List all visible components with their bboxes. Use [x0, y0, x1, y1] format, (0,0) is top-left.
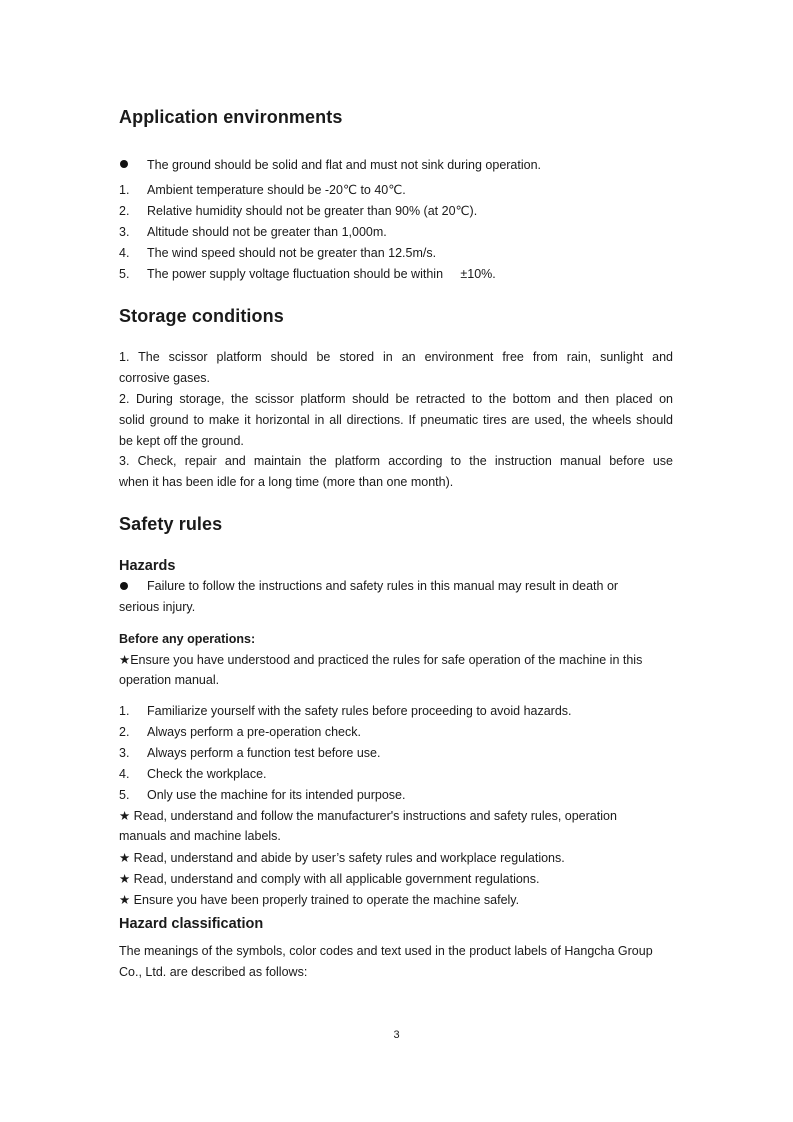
storage-paragraph-line: solid ground to make it horizontal in all directions. If pneumatic tires are used, the wheels should: [119, 413, 673, 427]
bullet-icon: [120, 582, 128, 590]
list-item-text: The power supply voltage fluctuation should be within ±10%.: [147, 267, 496, 281]
storage-paragraph-line: 2. During storage, the scissor platform should be retracted to the bottom and then placed on: [119, 392, 673, 406]
before-operations-text-cont: operation manual.: [119, 673, 220, 687]
hazards-bullet-text-cont: serious injury.: [119, 600, 196, 614]
star-rule-line: ★ Read, understand and comply with all applicable government regulations.: [119, 872, 540, 886]
storage-paragraph-line: corrosive gases.: [119, 371, 211, 385]
star-rule-line: ★ Read, understand and abide by user’s safety rules and workplace regulations.: [119, 851, 565, 865]
list-item-number: 4.: [119, 246, 130, 260]
list-item-number: 1.: [119, 183, 130, 197]
before-operations-text: ★Ensure you have understood and practiced the rules for safe operation of the machine in this: [119, 653, 643, 667]
list-item-number: 2.: [119, 204, 130, 218]
list-item-text: Altitude should not be greater than 1,000m.: [147, 225, 387, 239]
heading-hazard-classification: Hazard classification: [119, 916, 264, 932]
list-item-number: 5.: [119, 788, 130, 802]
list-item-number: 3.: [119, 225, 130, 239]
star-rule-line: ★ Ensure you have been properly trained to operate the machine safely.: [119, 893, 520, 907]
list-item-number: 4.: [119, 767, 130, 781]
storage-paragraph-line: 1. The scissor platform should be stored in an environment free from rain, sunlight and: [119, 350, 673, 364]
application-bullet-text: The ground should be solid and flat and must not sink during operation.: [147, 158, 542, 172]
hazards-bullet-text: Failure to follow the instructions and safety rules in this manual may result in death or: [147, 579, 619, 593]
storage-paragraph-line: be kept off the ground.: [119, 434, 244, 448]
list-item-text: The wind speed should not be greater than 12.5m/s.: [147, 246, 437, 260]
heading-before-operations: Before any operations:: [119, 632, 256, 646]
list-item-text: Check the workplace.: [147, 767, 267, 781]
heading-hazards: Hazards: [119, 558, 176, 574]
list-item-number: 2.: [119, 725, 130, 739]
list-item-number: 1.: [119, 704, 130, 718]
list-item-text: Always perform a pre-operation check.: [147, 725, 361, 739]
list-item-text: Relative humidity should not be greater than 90% (at 20℃).: [147, 204, 478, 218]
list-item-text: Always perform a function test before use.: [147, 746, 381, 760]
bullet-icon: [120, 160, 128, 168]
star-rule-line: manuals and machine labels.: [119, 829, 281, 843]
storage-paragraph-line: when it has been idle for a long time (more than one month).: [119, 475, 454, 489]
classification-text-cont: Co., Ltd. are described as follows:: [119, 965, 308, 979]
page-number: 3: [393, 1029, 400, 1041]
storage-paragraph-line: 3. Check, repair and maintain the platform according to the instruction manual before use: [119, 454, 673, 468]
list-item-text: Familiarize yourself with the safety rules before proceeding to avoid hazards.: [147, 704, 572, 718]
heading-application-environments: Application environments: [119, 107, 343, 127]
list-item-text: Only use the machine for its intended purpose.: [147, 788, 406, 802]
star-rule-line: ★ Read, understand and follow the manufacturer's instructions and safety rules, operation: [119, 809, 617, 823]
list-item-number: 3.: [119, 746, 130, 760]
list-item-number: 5.: [119, 267, 130, 281]
classification-text: The meanings of the symbols, color codes and text used in the product labels of Hangcha Group: [119, 944, 653, 958]
heading-safety-rules: Safety rules: [119, 514, 223, 534]
list-item-text: Ambient temperature should be -20℃ to 40℃.: [147, 183, 406, 197]
heading-storage-conditions: Storage conditions: [119, 306, 284, 326]
